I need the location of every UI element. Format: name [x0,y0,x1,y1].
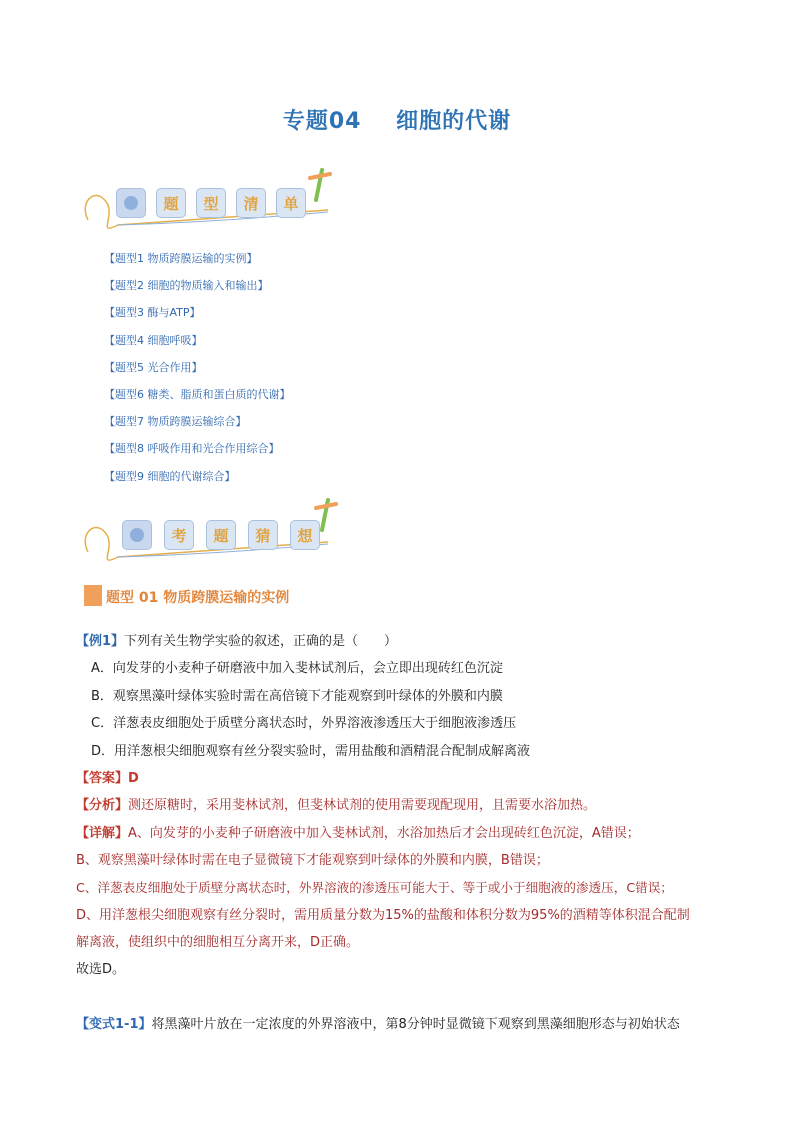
example-stem-line [76,630,397,649]
example-tag: 【例1】 [76,634,125,649]
option-d: D．用洋葱根尖细胞观察有丝分裂实验时，需用盐酸和酒精混合配制成解离液 [91,744,531,759]
option-b: B．观察黑藻叶绿体实验时需在高倍镜下才能观察到叶绿体的外膜和内膜 [91,689,503,704]
banner-tile: 考 [164,520,194,550]
variant-text: 将黑藻叶片放在一定浓度的外界溶液中，第8分钟时显微镜下观察到黑藻细胞形态与初始状态 [151,1017,680,1032]
question-type-list [104,250,291,495]
analysis-tag: 【分析】 [76,798,129,813]
detail-line [76,822,640,841]
toc-item[interactable]: 【题型1 物质跨膜运输的实例】 [104,252,258,265]
toc-item[interactable]: 【题型8 呼吸作用和光合作用综合】 [104,442,280,456]
banner-tile: 清 [236,188,266,218]
detail-text: A、向发芽的小麦种子研磨液中加入斐林试剂，水浴加热后才会出现砖红色沉淀，A错误； [128,826,640,841]
toc-item[interactable]: 【题型5 光合作用】 [104,360,203,374]
toc-item[interactable]: 【题型2 细胞的物质输入和输出】 [104,279,269,293]
answer-tag: 【答案】 [76,771,129,786]
banner-tile: 型 [196,188,226,218]
option-a: A．向发芽的小麦种子研磨液中加入斐林试剂后，会立即出现砖红色沉淀 [91,661,503,676]
circle-icon [124,196,138,210]
banner-tile: 想 [290,520,320,550]
option-c: C．洋葱表皮细胞处于质壁分离状态时，外界溶液渗透压大于细胞液渗透压 [91,716,517,731]
detail-tag: 【详解】 [76,826,129,841]
section-banner-question-types [78,160,348,240]
conclusion-line: 故选D。 [76,962,126,977]
example-stem: 下列有关生物学实验的叙述，正确的是（ ） [124,634,398,649]
analysis-text: 测还原糖时，采用斐林试剂，但斐林试剂的使用需要现配现用，且需要水浴加热。 [128,798,597,813]
section-marker [84,585,102,606]
banner-tile: 猜 [248,520,278,550]
circle-icon [130,528,144,542]
toc-item[interactable]: 【题型7 物质跨膜运输综合】 [104,415,247,429]
variant-line [76,1013,680,1032]
toc-item[interactable]: 【题型3 酶与ATP】 [104,306,201,320]
page-title: 专题04 细胞的代谢 [282,109,512,134]
answer-value: D [128,771,139,786]
toc-item[interactable]: 【题型4 细胞呼吸】 [104,333,203,347]
banner-tile: 题 [156,188,186,218]
detail-line: D、用洋葱根尖细胞观察有丝分裂时，需用质量分数为15%的盐酸和体积分数为95%的酒精等体积混合配制 [76,908,690,923]
section-banner-exam-guess [78,492,348,572]
answer-line [76,767,139,786]
banner-tile: 题 [206,520,236,550]
variant-tag: 【变式1-1】 [76,1017,152,1032]
toc-item[interactable]: 【题型9 细胞的代谢综合】 [104,469,236,483]
banner-tile: 单 [276,188,306,218]
detail-line: 解离液，使组织中的细胞相互分离开来，D正确。 [76,935,360,950]
banner-dot-tile [116,188,146,218]
detail-line: B、观察黑藻叶绿体时需在电子显微镜下才能观察到叶绿体的外膜和内膜，B错误； [76,853,549,868]
analysis-line [76,794,596,813]
banner-dot-tile [122,520,152,550]
section-prefix: 题型 [106,590,134,606]
detail-line: C、洋葱表皮细胞处于质壁分离状态时，外界溶液的渗透压可能大于、等于或小于细胞液的渗透压，C错误； [76,880,673,895]
section-title: 01 物质跨膜运输的实例 [138,590,290,606]
toc-item[interactable]: 【题型6 糖类、脂质和蛋白质的代谢】 [104,387,291,401]
